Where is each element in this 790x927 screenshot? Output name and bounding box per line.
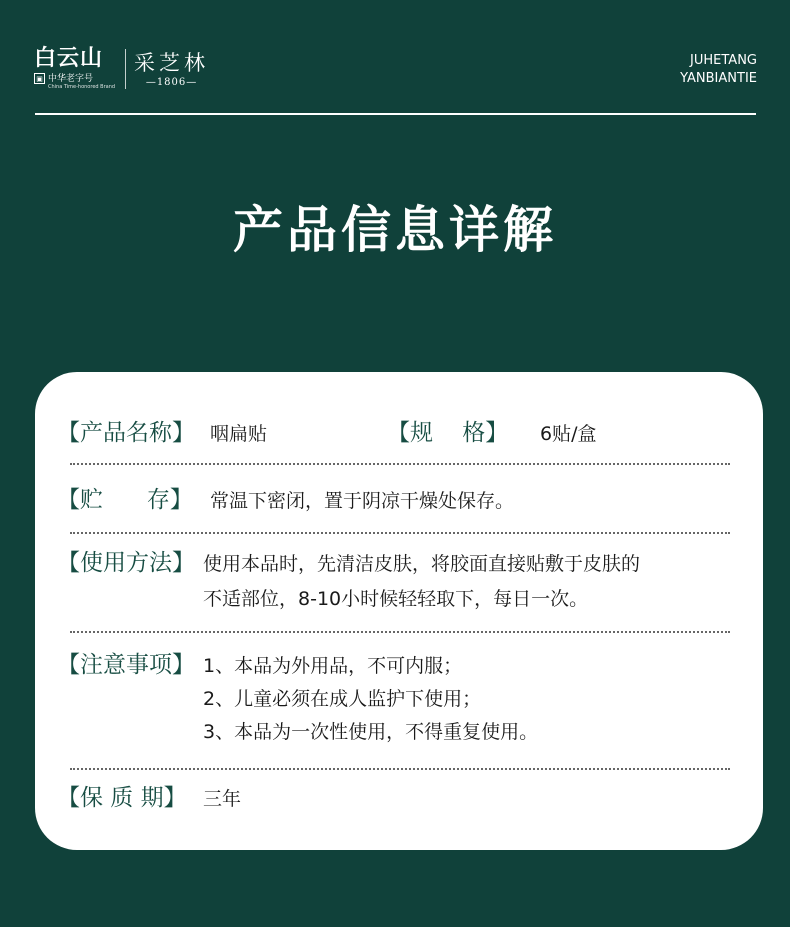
storage-value: 常温下密闭，置于阴凉干燥处保存。 <box>210 490 515 512</box>
seal-icon: ▣ <box>34 73 45 84</box>
brand-logos <box>34 48 209 90</box>
shelf-life-label: 【保 质 期】 <box>57 785 187 811</box>
storage-label: 【贮 存】 <box>57 487 193 513</box>
shelf-life-value: 三年 <box>203 788 242 810</box>
product-pinyin <box>680 52 757 88</box>
baiyunshan-logo <box>34 48 115 90</box>
baiyunshan-logo-text: 白云山 <box>34 46 104 71</box>
notes-line-3: 3、本品为一次性使用，不得重复使用。 <box>203 721 539 743</box>
brand-divider <box>125 49 126 89</box>
name-value: 咽扁贴 <box>210 423 268 445</box>
time-honored-brand-mark <box>34 73 115 84</box>
caizhilin-logo <box>134 51 209 88</box>
usage-line-1: 使用本品时，先清洁皮肤，将胶面直接贴敷于皮肤的 <box>203 553 641 575</box>
caizhilin-logo-text: 采芝林 <box>134 50 210 75</box>
notes-line-1: 1、本品为外用品，不可内服； <box>203 655 463 677</box>
header-divider <box>35 113 756 115</box>
separator <box>70 463 730 465</box>
usage-label: 【使用方法】 <box>57 550 195 576</box>
product-info-card <box>35 372 763 850</box>
separator <box>70 768 730 770</box>
page-title: 产品信息详解 <box>233 201 557 259</box>
notes-line-2: 2、儿童必须在成人监护下使用； <box>203 688 482 710</box>
separator <box>70 631 730 633</box>
notes-label: 【注意事项】 <box>57 652 195 678</box>
caizhilin-year: —1806— <box>145 76 198 88</box>
separator <box>70 532 730 534</box>
time-honored-brand-text: 中华老字号 <box>48 73 94 84</box>
time-honored-brand-en: China Time-honored Brand <box>48 84 116 90</box>
product-pinyin-line1: JUHETANG <box>690 53 757 68</box>
spec-label: 【规 格】 <box>387 420 509 446</box>
name-label: 【产品名称】 <box>57 420 195 446</box>
product-pinyin-line2: YANBIANTIE <box>680 71 757 86</box>
usage-line-2: 不适部位，8-10小时候轻轻取下，每日一次。 <box>203 588 589 610</box>
spec-value: 6贴/盒 <box>540 423 597 445</box>
